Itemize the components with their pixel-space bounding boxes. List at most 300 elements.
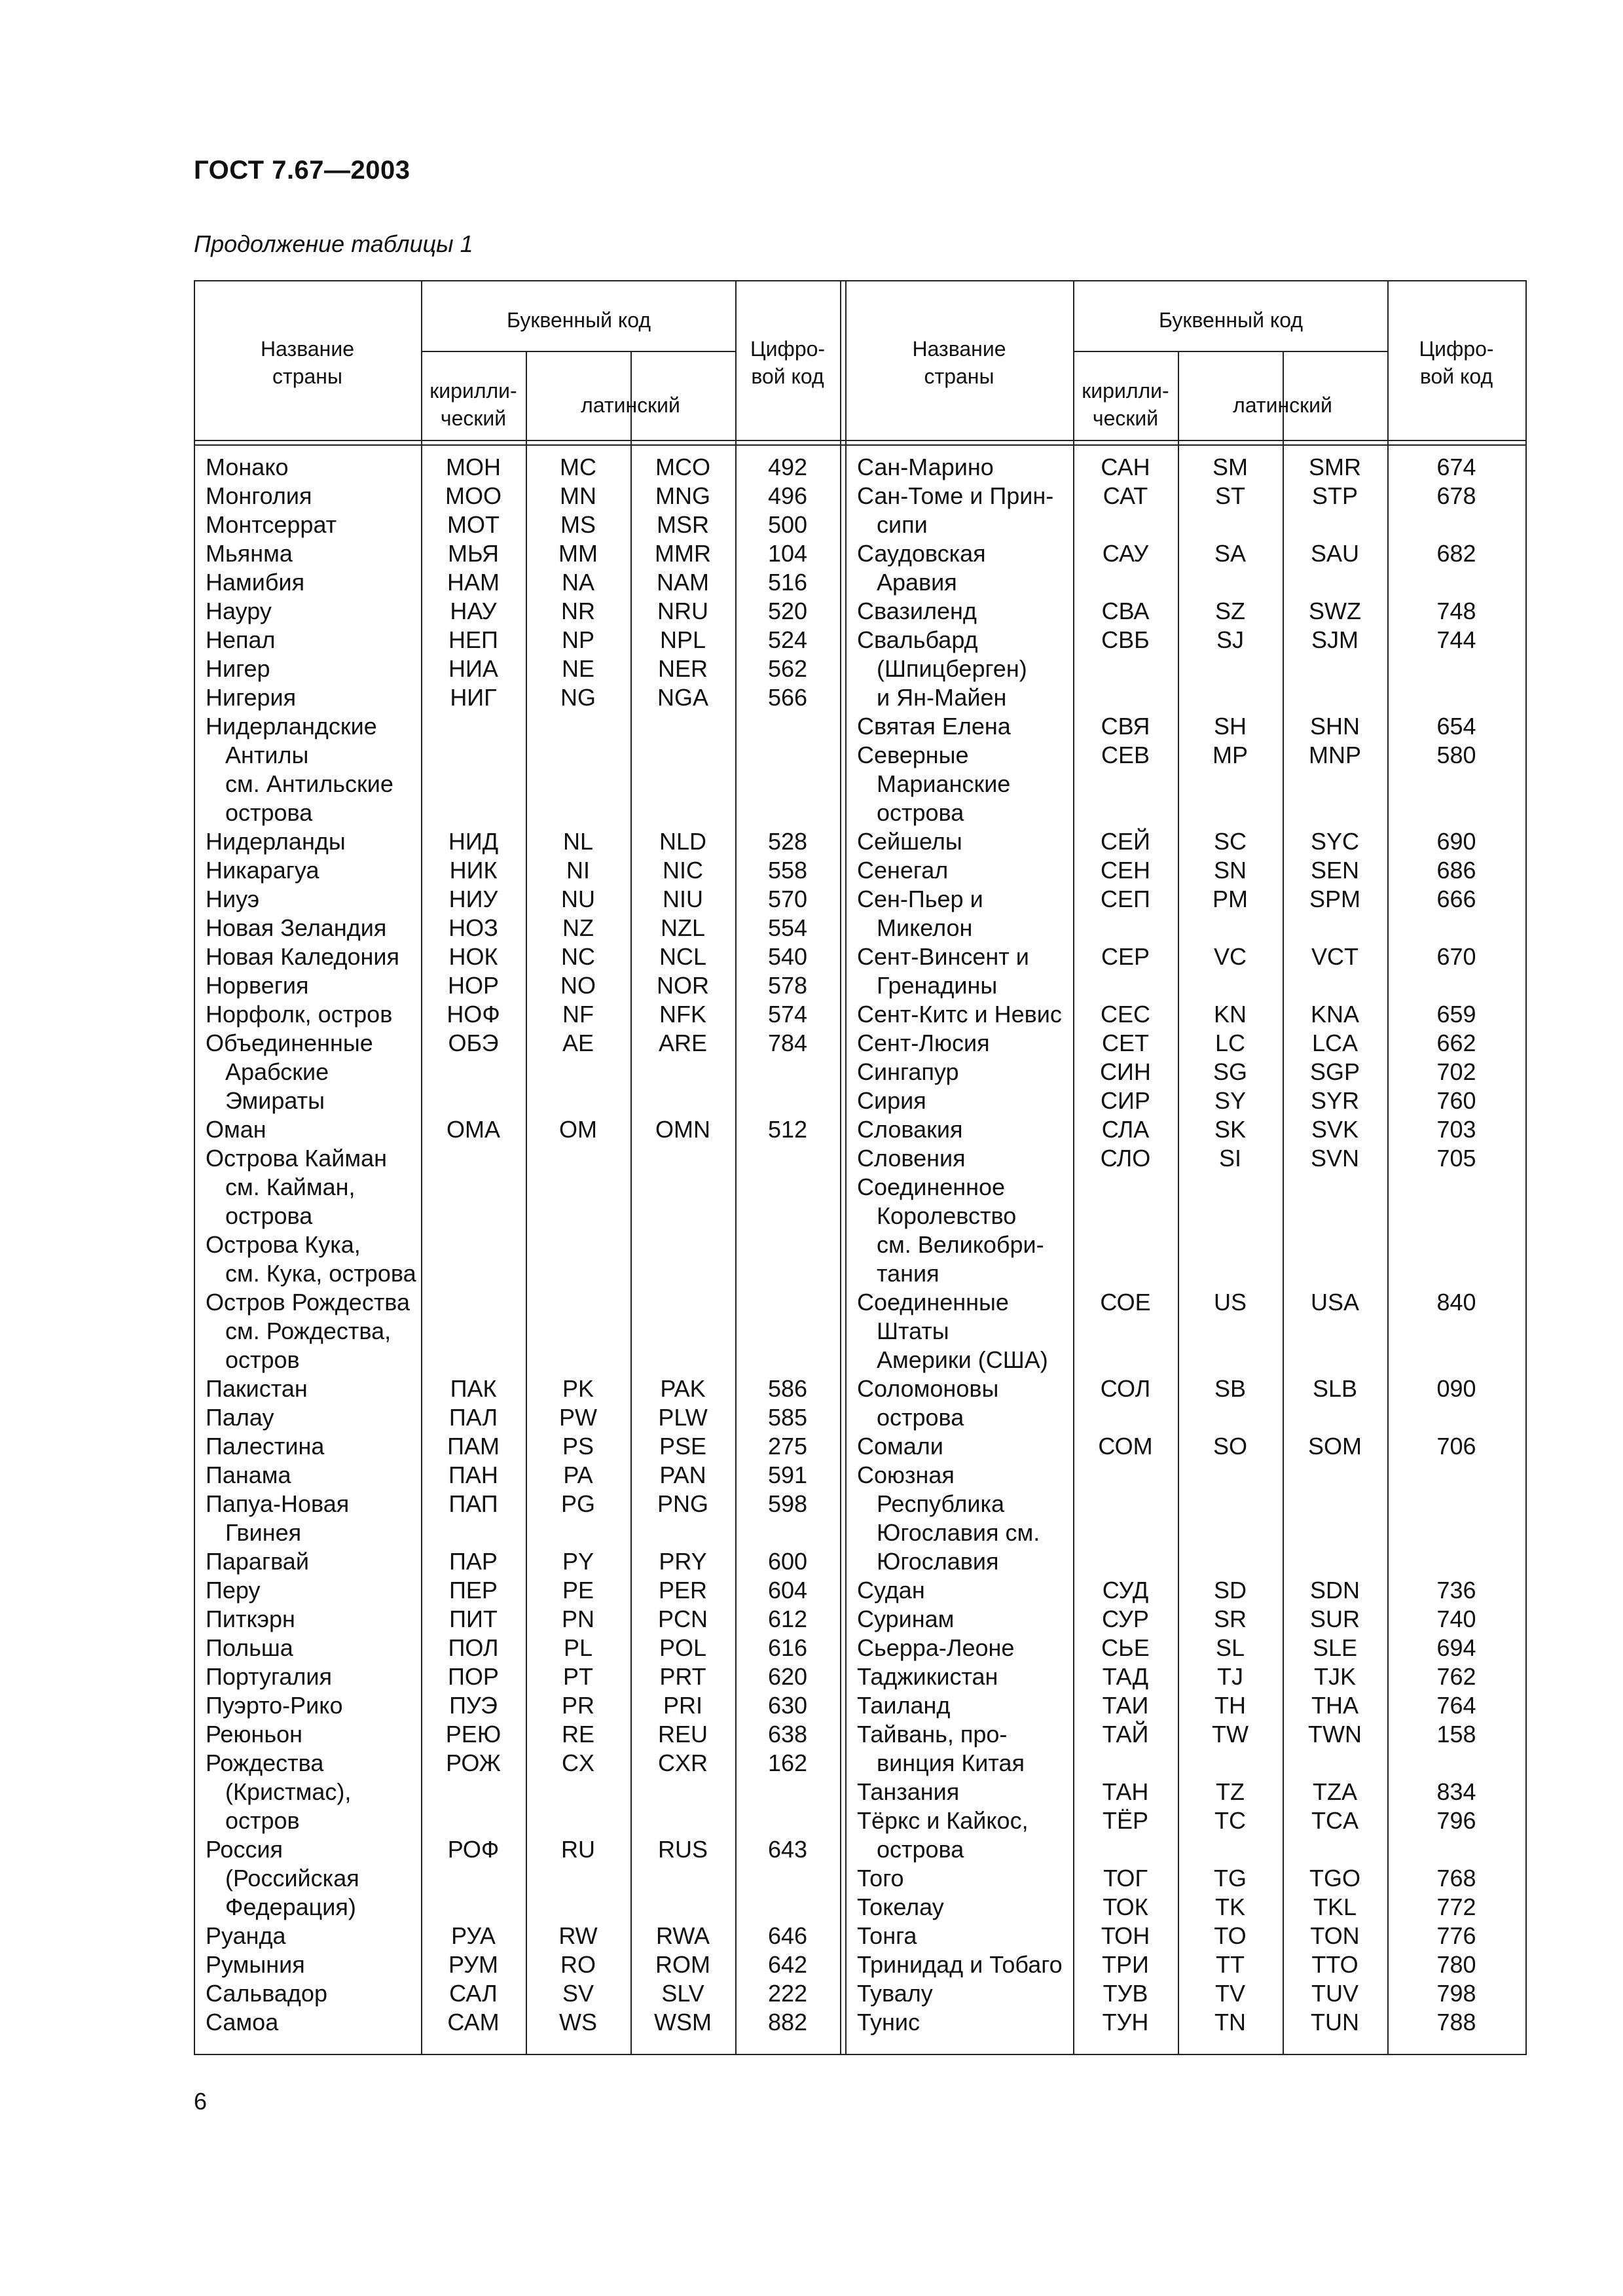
header-country-name: Название страны [261, 337, 354, 388]
cyrillic-code-cell: ПАК [450, 1375, 497, 1402]
latin2-code-cell: NI [566, 857, 590, 884]
country-name-cell: Танзания [857, 1778, 960, 1805]
numeric-code-cell: 496 [767, 482, 808, 509]
numeric-code-cell: 570 [767, 886, 808, 912]
header-numeric: Цифро- вой код [1419, 337, 1494, 388]
numeric-code-cell: 520 [767, 598, 808, 624]
latin2-code-cell: NC [561, 943, 595, 970]
latin3-code-cell: POL [659, 1634, 707, 1661]
country-name-cell: и Ян-Майен [877, 684, 1007, 711]
country-name-cell: Союзная [857, 1462, 955, 1488]
country-name-cell: Россия [206, 1836, 283, 1863]
numeric-code-cell: 512 [767, 1116, 808, 1143]
country-name-cell: Новая Зеландия [206, 914, 387, 941]
latin3-code-cell: TON [1310, 1922, 1360, 1949]
header-country-name: Название страны [912, 337, 1006, 388]
numeric-code-cell: 642 [767, 1951, 808, 1978]
numeric-code-cell: 662 [1436, 1030, 1476, 1056]
latin3-code-cell: SWZ [1309, 598, 1361, 624]
latin2-code-cell: PW [559, 1404, 597, 1431]
country-name-cell: Сенегал [857, 857, 949, 884]
latin3-code-cell: SEN [1310, 857, 1360, 884]
country-name-cell: Нигер [206, 655, 270, 682]
numeric-code-cell: 736 [1436, 1577, 1476, 1604]
latin3-code-cell: TKL [1313, 1893, 1357, 1920]
latin2-code-cell: SV [562, 1980, 594, 2007]
numeric-code-cell: 703 [1436, 1116, 1476, 1143]
latin3-code-cell: TWN [1308, 1721, 1362, 1748]
latin3-code-cell: ROM [655, 1951, 710, 1978]
latin3-code-cell: THA [1311, 1692, 1359, 1719]
numeric-code-cell: 780 [1436, 1951, 1476, 1978]
country-name-cell: Северные [857, 742, 969, 768]
country-name-cell: Гвинея [225, 1519, 302, 1546]
country-name-cell: Сальвадор [206, 1980, 327, 2007]
cyrillic-code-cell: НИГ [450, 684, 497, 711]
latin3-code-cell: PAN [659, 1462, 706, 1488]
latin3-code-cell: MCO [655, 454, 710, 480]
cyrillic-code-cell: РУА [451, 1922, 496, 1949]
numeric-code-cell: 646 [767, 1922, 808, 1949]
latin2-code-cell: SK [1214, 1116, 1247, 1143]
country-name-cell: Югославия [877, 1548, 999, 1575]
latin3-code-cell: SAU [1310, 540, 1360, 567]
cyrillic-code-cell: ТАД [1102, 1663, 1149, 1690]
table-border-bottom [194, 2054, 1527, 2055]
numeric-code-cell: 666 [1436, 886, 1476, 912]
numeric-code-cell: 748 [1436, 598, 1476, 624]
cyrillic-code-cell: СУР [1102, 1605, 1149, 1632]
header-bottom-line [194, 440, 1527, 441]
country-name-cell: Судан [857, 1577, 925, 1604]
cyrillic-code-cell: МОТ [447, 511, 500, 538]
table-border-right [1525, 280, 1527, 2054]
cyrillic-code-cell: ТЁР [1102, 1807, 1149, 1834]
latin2-code-cell: SO [1213, 1433, 1247, 1460]
numeric-code-cell: 524 [767, 626, 808, 653]
latin3-code-cell: REU [657, 1721, 708, 1748]
numeric-code-cell: 162 [767, 1749, 808, 1776]
latin3-code-cell: NFK [659, 1001, 706, 1028]
numeric-code-cell: 500 [767, 511, 808, 538]
cyrillic-code-cell: СУД [1102, 1577, 1149, 1604]
cyrillic-code-cell: РОЖ [446, 1749, 501, 1776]
latin3-code-cell: PRI [663, 1692, 702, 1719]
cyrillic-code-cell: ПАР [449, 1548, 498, 1575]
latin2-code-cell: AE [562, 1030, 594, 1056]
table-border-left [194, 280, 195, 2054]
latin3-code-cell: SLE [1312, 1634, 1358, 1661]
header-letter-code: Буквенный код [507, 308, 651, 332]
country-name-cell: Новая Каледония [206, 943, 399, 970]
latin2-code-cell: SZ [1214, 598, 1245, 624]
latin2-code-cell: RE [561, 1721, 594, 1748]
numeric-code-cell: 686 [1436, 857, 1476, 884]
cyrillic-code-cell: НИА [448, 655, 498, 682]
latin3-code-cell: MNP [1309, 742, 1361, 768]
cyrillic-code-cell: СВЯ [1101, 713, 1150, 740]
latin3-code-cell: NZL [660, 914, 705, 941]
country-name-cell: Палау [206, 1404, 274, 1431]
numeric-code-cell: 654 [1436, 713, 1476, 740]
country-name-cell: см. Рождества, [225, 1318, 392, 1344]
country-name-cell: Румыния [206, 1951, 305, 1978]
numeric-code-cell: 528 [767, 828, 808, 855]
country-name-cell: Норфолк, остров [206, 1001, 393, 1028]
latin2-code-cell: WS [559, 2009, 597, 2036]
country-name-cell: Острова Кука, [206, 1231, 361, 1258]
latin3-code-cell: PLW [658, 1404, 708, 1431]
country-name-cell: остров [225, 1807, 300, 1834]
numeric-code-cell: 768 [1436, 1865, 1476, 1892]
country-name-cell: (Российская [225, 1865, 359, 1892]
cyrillic-code-cell: НОЗ [448, 914, 498, 941]
country-name-cell: Мьянма [206, 540, 293, 567]
cyrillic-code-cell: СЕР [1101, 943, 1150, 970]
cyrillic-code-cell: СОМ [1098, 1433, 1153, 1460]
latin2-code-cell: MN [560, 482, 596, 509]
cyrillic-code-cell: САМ [447, 2009, 500, 2036]
latin3-code-cell: SLB [1312, 1375, 1358, 1402]
latin3-code-cell: TUV [1311, 1980, 1359, 2007]
country-name-cell: Тайвань, про- [857, 1721, 1008, 1748]
numeric-code-cell: 834 [1436, 1778, 1476, 1805]
cyrillic-code-cell: СЕН [1100, 857, 1150, 884]
numeric-code-cell: 705 [1436, 1145, 1476, 1172]
header-subdivider [421, 351, 737, 352]
latin2-code-cell: MM [558, 540, 598, 567]
latin2-code-cell: PK [562, 1375, 594, 1402]
latin3-code-cell: TCA [1311, 1807, 1359, 1834]
latin3-code-cell: NIC [663, 857, 703, 884]
latin2-code-cell: SG [1213, 1058, 1247, 1085]
country-name-cell: Сент-Китс и Невис [857, 1001, 1062, 1028]
latin3-code-cell: LCA [1311, 1030, 1359, 1056]
numeric-code-cell: 690 [1436, 828, 1476, 855]
country-name-cell: Словения [857, 1145, 966, 1172]
latin3-code-cell: MMR [655, 540, 711, 567]
country-name-cell: (Шпицберген) [877, 655, 1027, 682]
country-codes-table [194, 280, 1527, 2060]
numeric-code-cell: 630 [767, 1692, 808, 1719]
latin3-code-cell: PAK [660, 1375, 706, 1402]
latin2-code-cell: PL [563, 1634, 593, 1661]
cyrillic-code-cell: СОЛ [1100, 1375, 1151, 1402]
cyrillic-code-cell: СЛА [1101, 1116, 1150, 1143]
numeric-code-cell: 638 [767, 1721, 808, 1748]
numeric-code-cell: 620 [767, 1663, 808, 1690]
country-name-cell: Перу [206, 1577, 261, 1604]
numeric-code-cell: 788 [1436, 2009, 1476, 2036]
country-name-cell: тания [877, 1260, 939, 1287]
cyrillic-code-cell: НАМ [447, 569, 500, 596]
cyrillic-code-cell: СЕВ [1101, 742, 1150, 768]
latin2-code-cell: NG [560, 684, 596, 711]
numeric-code-cell: 694 [1436, 1634, 1476, 1661]
cyrillic-code-cell: МЬЯ [448, 540, 499, 567]
numeric-code-cell: 762 [1436, 1663, 1476, 1690]
country-name-cell: Тунис [857, 2009, 920, 2036]
country-name-cell: Суринам [857, 1605, 955, 1632]
latin3-code-cell: SYR [1310, 1087, 1360, 1114]
latin3-code-cell: PRT [659, 1663, 706, 1690]
country-name-cell: сипи [877, 511, 928, 538]
country-name-cell: Объединенные [206, 1030, 373, 1056]
country-name-cell: Гренадины [877, 972, 998, 999]
numeric-code-cell: 580 [1436, 742, 1476, 768]
cyrillic-code-cell: САУ [1102, 540, 1149, 567]
header-cyrillic: кирилли- ческий [429, 379, 517, 430]
country-name-cell: Сингапур [857, 1058, 959, 1085]
country-name-cell: Непал [206, 626, 276, 653]
cyrillic-code-cell: СЕТ [1102, 1030, 1149, 1056]
latin3-code-cell: ARE [658, 1030, 708, 1056]
country-name-cell: Монголия [206, 482, 312, 509]
latin2-code-cell: NO [560, 972, 596, 999]
cyrillic-code-cell: НАУ [450, 598, 497, 624]
country-name-cell: Саудовская [857, 540, 986, 567]
numeric-code-cell: 540 [767, 943, 808, 970]
country-name-cell: винция Китая [877, 1749, 1025, 1776]
numeric-code-cell: 222 [767, 1980, 808, 2007]
country-name-cell: Того [857, 1865, 904, 1892]
numeric-code-cell: 566 [767, 684, 808, 711]
numeric-code-cell: 882 [767, 2009, 808, 2036]
latin2-code-cell: PA [563, 1462, 593, 1488]
numeric-code-cell: 090 [1436, 1375, 1476, 1402]
latin3-code-cell: NGA [657, 684, 708, 711]
cyrillic-code-cell: НЕП [448, 626, 498, 653]
country-name-cell: см. Кайман, [225, 1174, 356, 1200]
latin3-code-cell: WSM [654, 2009, 712, 2036]
latin2-code-cell: SN [1213, 857, 1247, 884]
numeric-code-cell: 158 [1436, 1721, 1476, 1748]
latin2-code-cell: TH [1214, 1692, 1246, 1719]
cyrillic-code-cell: РОФ [447, 1836, 500, 1863]
country-name-cell: Марианские [877, 770, 1011, 797]
latin3-code-cell: CXR [657, 1749, 708, 1776]
cyrillic-code-cell: ПАМ [447, 1433, 500, 1460]
numeric-code-cell: 598 [767, 1490, 808, 1517]
latin3-code-cell: SYC [1310, 828, 1360, 855]
country-name-cell: Тувалу [857, 1980, 933, 2007]
latin3-code-cell: KNA [1310, 1001, 1360, 1028]
cyrillic-code-cell: НОФ [447, 1001, 500, 1028]
country-name-cell: см. Антильские [225, 770, 393, 797]
header-bottom-line [194, 444, 1527, 446]
latin2-code-cell: SB [1214, 1375, 1247, 1402]
cyrillic-code-cell: НОК [448, 943, 498, 970]
country-name-cell: Реюньон [206, 1721, 302, 1748]
numeric-code-cell: 670 [1436, 943, 1476, 970]
numeric-code-cell: 554 [767, 914, 808, 941]
country-name-cell: Науру [206, 598, 272, 624]
latin3-code-cell: USA [1310, 1289, 1360, 1316]
numeric-code-cell: 840 [1436, 1289, 1476, 1316]
latin2-code-cell: MS [560, 511, 596, 538]
latin2-code-cell: TV [1214, 1980, 1245, 2007]
country-name-cell: Америки (США) [877, 1346, 1048, 1373]
numeric-code-cell: 776 [1436, 1922, 1476, 1949]
cyrillic-code-cell: СЛО [1100, 1145, 1151, 1172]
latin3-code-cell: PCN [657, 1605, 708, 1632]
numeric-code-cell: 600 [767, 1548, 808, 1575]
latin2-code-cell: PT [562, 1663, 593, 1690]
table-caption: Продолжение таблицы 1 [194, 230, 473, 257]
header-subdivider [1073, 351, 1389, 352]
country-name-cell: Токелау [857, 1893, 944, 1920]
latin3-code-cell: NRU [657, 598, 708, 624]
cyrillic-code-cell: СИН [1100, 1058, 1151, 1085]
country-name-cell: Сент-Винсент и [857, 943, 1029, 970]
country-name-cell: Ниуэ [206, 886, 260, 912]
latin2-code-cell: NZ [562, 914, 594, 941]
numeric-code-cell: 585 [767, 1404, 808, 1431]
cyrillic-code-cell: РУМ [448, 1951, 499, 1978]
header-latin: латинский [581, 393, 680, 417]
latin2-code-cell: TW [1212, 1721, 1249, 1748]
latin2-code-cell: MP [1213, 742, 1248, 768]
latin2-code-cell: TZ [1216, 1778, 1245, 1805]
country-name-cell: острова [225, 1202, 313, 1229]
cyrillic-code-cell: НИК [449, 857, 498, 884]
latin3-code-cell: SVK [1311, 1116, 1359, 1143]
numeric-code-cell: 796 [1436, 1807, 1476, 1834]
country-name-cell: Острова Кайман [206, 1145, 388, 1172]
numeric-code-cell: 772 [1436, 1893, 1476, 1920]
numeric-code-cell: 591 [767, 1462, 808, 1488]
numeric-code-cell: 616 [767, 1634, 808, 1661]
header-letter-code: Буквенный код [1159, 308, 1303, 332]
latin3-code-cell: SGP [1309, 1058, 1360, 1085]
country-name-cell: Пакистан [206, 1375, 308, 1402]
numeric-code-cell: 659 [1436, 1001, 1476, 1028]
cyrillic-code-cell: НОР [447, 972, 499, 999]
latin2-code-cell: SD [1213, 1577, 1247, 1604]
numeric-code-cell: 702 [1436, 1058, 1476, 1085]
header-latin: латинский [1233, 393, 1332, 417]
country-name-cell: см. Великобри- [877, 1231, 1044, 1258]
numeric-code-cell: 760 [1436, 1087, 1476, 1114]
country-name-cell: Таджикистан [857, 1663, 998, 1690]
latin3-code-cell: NOR [657, 972, 709, 999]
country-name-cell: Сирия [857, 1087, 926, 1114]
latin3-code-cell: TZA [1313, 1778, 1357, 1805]
country-name-cell: остров [225, 1346, 300, 1373]
numeric-code-cell: 643 [767, 1836, 808, 1863]
cyrillic-code-cell: СЕС [1100, 1001, 1150, 1028]
latin2-code-cell: SL [1215, 1634, 1245, 1661]
latin3-code-cell: NPL [659, 626, 706, 653]
latin2-code-cell: US [1213, 1289, 1247, 1316]
country-name-cell: Свальбард [857, 626, 978, 653]
numeric-code-cell: 516 [767, 569, 808, 596]
latin3-code-cell: NER [657, 655, 708, 682]
latin3-code-cell: NLD [659, 828, 707, 855]
country-name-cell: Рождества [206, 1749, 324, 1776]
country-name-cell: Югославия см. [877, 1519, 1040, 1546]
half-divider [840, 280, 841, 2054]
country-name-cell: острова [877, 1404, 964, 1431]
latin3-code-cell: SVN [1310, 1145, 1360, 1172]
latin3-code-cell: PSE [659, 1433, 707, 1460]
cyrillic-code-cell: СОЕ [1100, 1289, 1151, 1316]
country-name-cell: Эмираты [225, 1087, 325, 1114]
country-name-cell: Святая Елена [857, 713, 1011, 740]
latin3-code-cell: TTO [1311, 1951, 1359, 1978]
cyrillic-code-cell: НИУ [448, 886, 498, 912]
country-name-cell: Сьерра-Леоне [857, 1634, 1015, 1661]
cyrillic-code-cell: САН [1101, 454, 1150, 480]
country-name-cell: Аравия [877, 569, 957, 596]
latin2-code-cell: SI [1218, 1145, 1241, 1172]
latin2-code-cell: TO [1214, 1922, 1247, 1949]
table-border-top [194, 280, 1527, 281]
country-name-cell: см. Кука, острова [225, 1260, 416, 1287]
latin3-code-cell: STP [1311, 482, 1358, 509]
country-name-cell: Самоа [206, 2009, 279, 2036]
numeric-code-cell: 784 [767, 1030, 808, 1056]
cyrillic-code-cell: МОН [446, 454, 501, 480]
numeric-code-cell: 574 [767, 1001, 808, 1028]
cyrillic-code-cell: ТОН [1101, 1922, 1150, 1949]
cyrillic-code-cell: ТОК [1103, 1893, 1148, 1920]
latin3-code-cell: TGO [1309, 1865, 1360, 1892]
country-name-cell: Остров Рождества [206, 1289, 410, 1316]
country-name-cell: Тёркс и Кайкос, [857, 1807, 1029, 1834]
latin2-code-cell: RU [561, 1836, 595, 1863]
country-name-cell: Нидерландские [206, 713, 377, 740]
latin3-code-cell: NIU [663, 886, 703, 912]
latin2-code-cell: CX [561, 1749, 594, 1776]
country-name-cell: Никарагуа [206, 857, 319, 884]
document-title: ГОСТ 7.67—2003 [194, 156, 410, 185]
country-name-cell: Сен-Пьер и [857, 886, 983, 912]
country-name-cell: Польша [206, 1634, 293, 1661]
latin3-code-cell: RUS [657, 1836, 708, 1863]
country-name-cell: Сейшелы [857, 828, 962, 855]
country-name-cell: Нигерия [206, 684, 297, 711]
latin3-code-cell: SJM [1311, 626, 1359, 653]
country-name-cell: острова [877, 1836, 964, 1863]
latin2-code-cell: TG [1214, 1865, 1247, 1892]
latin2-code-cell: RO [560, 1951, 596, 1978]
latin2-code-cell: MC [560, 454, 596, 480]
numeric-code-cell: 604 [767, 1577, 808, 1604]
cyrillic-code-cell: ПИТ [449, 1605, 498, 1632]
latin2-code-cell: PY [562, 1548, 594, 1575]
latin2-code-cell: SA [1214, 540, 1247, 567]
country-name-cell: острова [225, 799, 313, 826]
latin3-code-cell: SPM [1309, 886, 1360, 912]
cyrillic-code-cell: СВА [1101, 598, 1150, 624]
country-name-cell: Панама [206, 1462, 291, 1488]
country-name-cell: Федерация) [225, 1893, 356, 1920]
cyrillic-code-cell: ТАН [1102, 1778, 1149, 1805]
latin2-code-cell: PM [1213, 886, 1248, 912]
cyrillic-code-cell: МОО [445, 482, 501, 509]
latin2-code-cell: NL [562, 828, 594, 855]
latin2-code-cell: SJ [1216, 626, 1244, 653]
country-name-cell: Антилы [225, 742, 309, 768]
cyrillic-code-cell: ТОГ [1103, 1865, 1148, 1892]
cyrillic-code-cell: ТАИ [1102, 1692, 1149, 1719]
latin2-code-cell: TN [1214, 2009, 1246, 2036]
country-name-cell: Соединенное [857, 1174, 1006, 1200]
latin2-code-cell: RW [558, 1922, 598, 1949]
country-name-cell: (Кристмас), [225, 1778, 352, 1805]
country-name-cell: Таиланд [857, 1692, 951, 1719]
